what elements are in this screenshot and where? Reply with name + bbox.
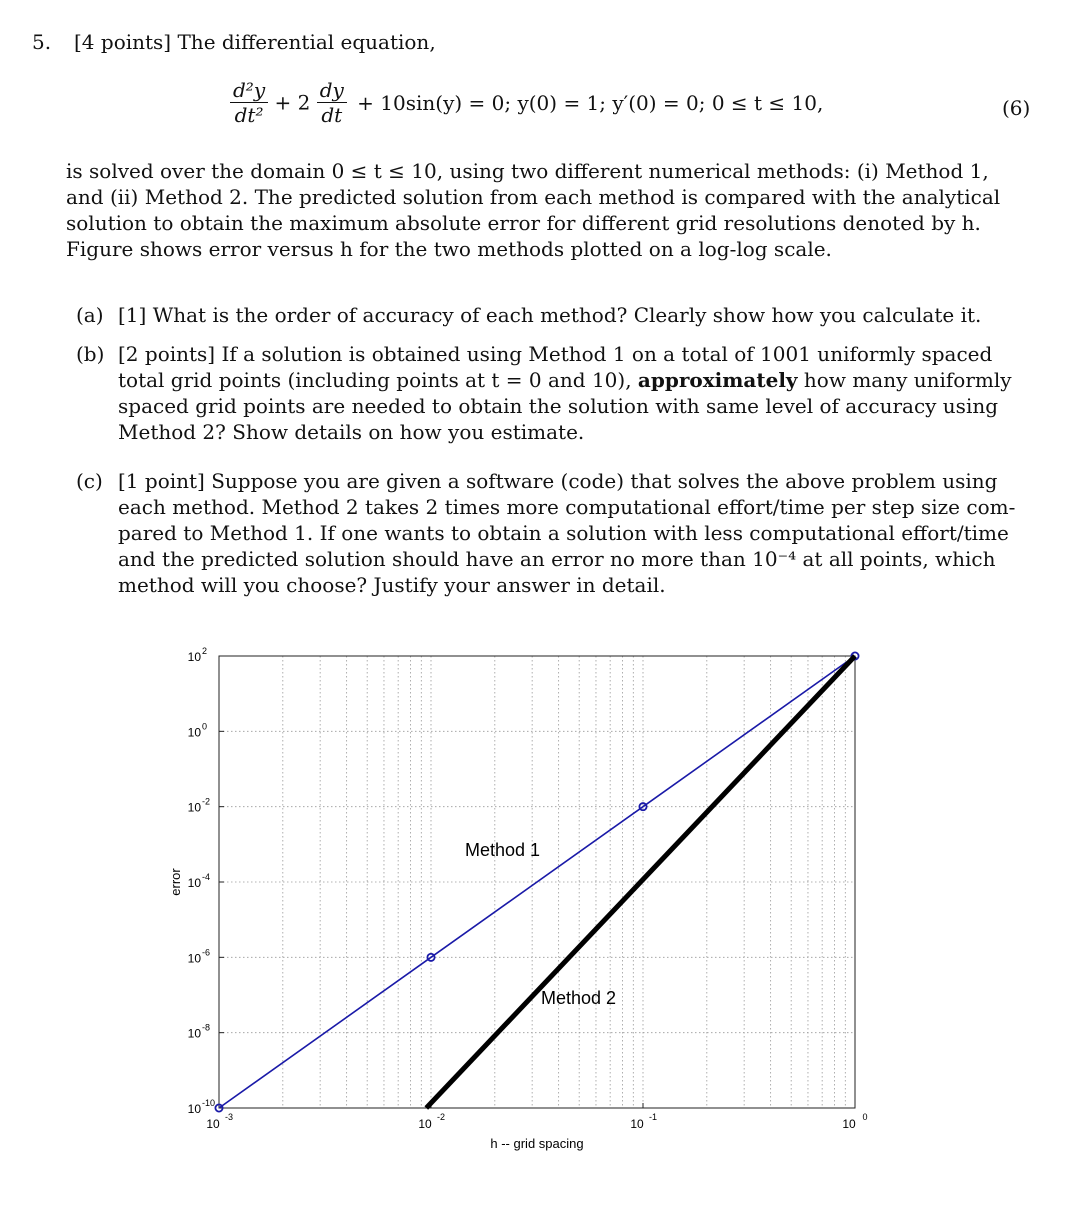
y-tick-label: 10 [187, 1026, 201, 1041]
axis-ticks [188, 646, 868, 1131]
method-1-point [851, 652, 858, 659]
frac-numerator: dy [317, 78, 347, 103]
plot-frame [219, 656, 855, 1108]
question-line: each method. Method 2 takes 2 times more computational effort/time per step size com- [118, 495, 1016, 519]
y-tick-exponent: -8 [202, 1022, 211, 1033]
question-line [118, 367, 1036, 393]
y-tick-exponent: -2 [202, 796, 211, 807]
frac-d2y-dt2 [230, 78, 268, 127]
question-line: [2 points] If a solution is obtained using Method 1 on a total of 1001 uniformly spaced [118, 342, 993, 366]
y-tick-label: 10 [187, 876, 201, 890]
question-label: (c) [76, 469, 103, 493]
eq-rest: + 10sin(y) = 0; y(0) = 1; y′(0) = 0; 0 ≤ t ≤ 10, [357, 90, 824, 115]
method-1-point [215, 1104, 222, 1111]
method-2-label: Method 2 [541, 988, 617, 1008]
y-tick-exponent: 2 [202, 646, 208, 656]
method-1-point [639, 803, 646, 810]
question-label: (a) [76, 303, 104, 327]
chart-series [215, 652, 858, 1111]
frac-denominator: dt [321, 103, 343, 127]
x-tick-exponent: 0 [862, 1112, 868, 1122]
question-body [118, 341, 1036, 445]
question-line: pared to Method 1. If one wants to obtain a solution with less computational effort/time [118, 521, 1009, 545]
x-tick-label: 10 [206, 1117, 220, 1131]
y-tick-label: 10 [187, 1102, 201, 1116]
method-1-label: Method 1 [465, 840, 541, 860]
question-line: and the predicted solution should have an error no more than 10⁻⁴ at all points, which [118, 547, 996, 571]
y-tick-label: 10 [187, 725, 201, 740]
x-tick-label: 10 [842, 1117, 856, 1131]
x-tick-label: 10 [630, 1117, 644, 1131]
description-line: is solved over the domain 0 ≤ t ≤ 10, using two different numerical methods: (i) Method 1, [66, 159, 989, 183]
y-axis-label: error [168, 868, 183, 896]
question-body [118, 468, 1036, 598]
x-tick-label: 10 [418, 1117, 432, 1131]
y-tick-label: 10 [187, 650, 201, 664]
x-tick-exponent: -3 [224, 1112, 234, 1122]
x-tick-exponent: -2 [436, 1112, 446, 1122]
x-axis-label: h -- grid spacing [490, 1136, 584, 1151]
y-tick-exponent: -4 [202, 872, 211, 882]
description-line: solution to obtain the maximum absolute error for different grid resolutions denoted by h. [66, 211, 981, 235]
question-line: method will you choose? Justify your answer in detail. [118, 573, 666, 597]
problem-number: 5. [32, 30, 52, 54]
question-line: [1 point] Suppose you are given a software (code) that solves the above problem using [118, 469, 998, 493]
question-text: total grid points (including points at t = 0 and 10), [118, 368, 638, 392]
frac-numerator: d²y [230, 78, 268, 103]
problem-intro: [4 points] The differential equation, [74, 30, 436, 54]
method-1-point [427, 954, 434, 961]
eq-plus-two: + 2 [274, 90, 311, 115]
frac-dy-dt [317, 78, 347, 127]
x-tick-exponent: -1 [648, 1112, 658, 1122]
frac-denominator: dt² [234, 103, 264, 127]
method-2-line [426, 656, 855, 1108]
question-line: [1] What is the order of accuracy of each method? Clearly show how you calculate it. [118, 303, 982, 327]
question-label: (b) [76, 342, 105, 366]
differential-equation [230, 78, 823, 138]
y-tick-exponent: -10 [202, 1098, 216, 1108]
question-text: how many uniformly [797, 368, 1012, 392]
description [66, 158, 1036, 262]
description-line: Figure shows error versus h for the two methods plotted on a log-log scale. [66, 237, 832, 261]
y-tick-exponent: -6 [202, 947, 211, 958]
y-tick-label: 10 [187, 951, 201, 966]
question-line: Method 2? Show details on how you estimate. [118, 420, 585, 444]
y-tick-label: 10 [187, 800, 201, 815]
y-tick-exponent: 0 [202, 721, 208, 732]
question-line: spaced grid points are needed to obtain the solution with same level of accuracy using [118, 394, 999, 418]
method-1-line [219, 656, 855, 1108]
emphasis-text: approximately [637, 368, 798, 392]
description-line: and (ii) Method 2. The predicted solution from each method is compared with the analytical [66, 185, 1001, 209]
question-body [118, 302, 1036, 328]
chart-grid [219, 656, 855, 1108]
equation-tag: (6) [1002, 96, 1031, 120]
